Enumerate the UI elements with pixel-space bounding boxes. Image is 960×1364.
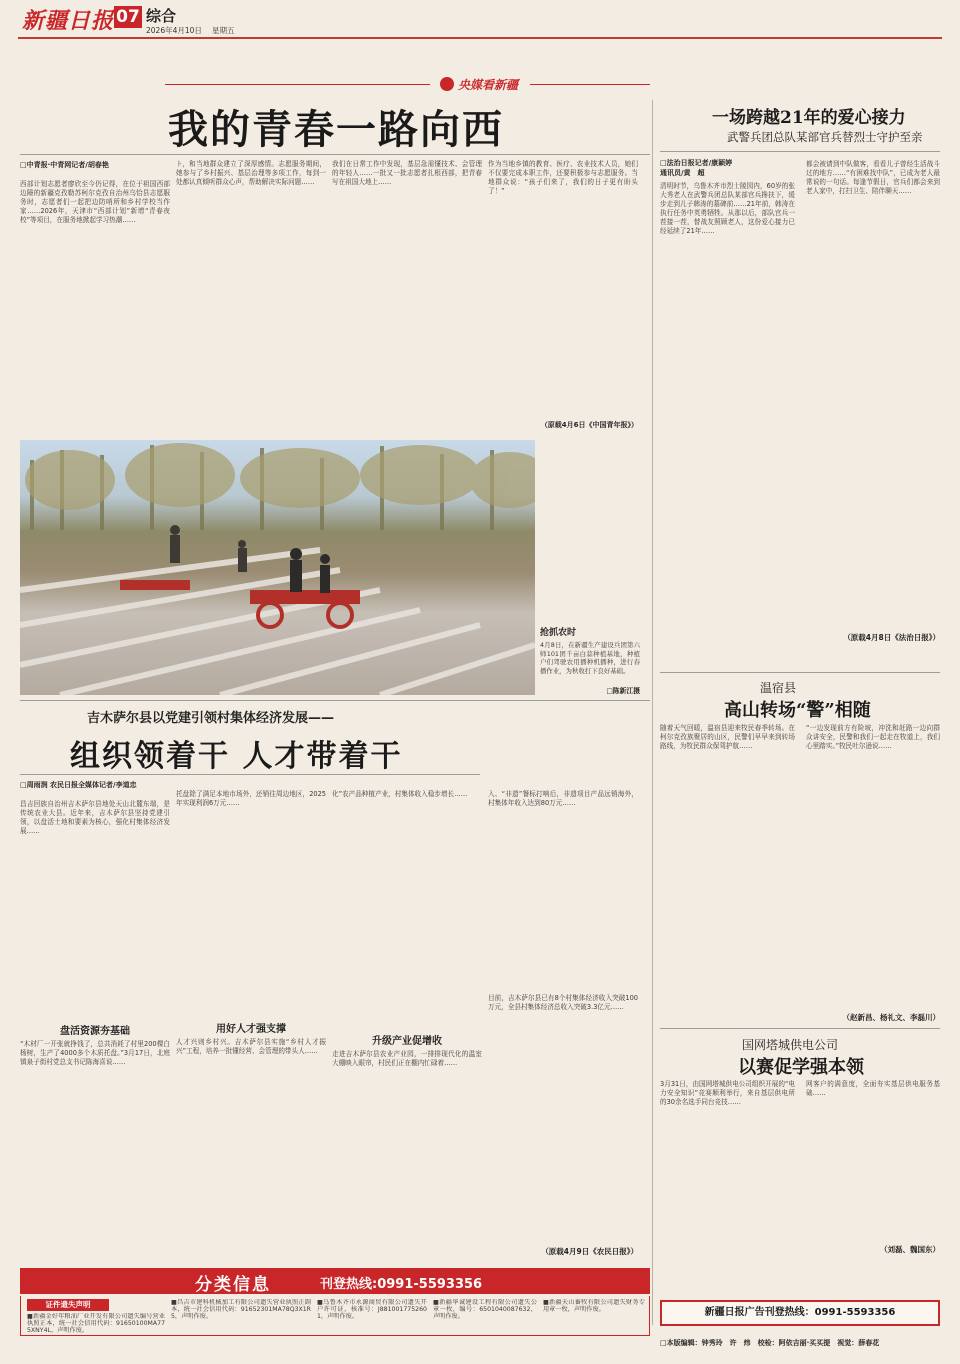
article2-col2: 都会被请到中队做客，看看儿子曾经生活战斗过的地方……“有困难找中队”，已成为老人最常说的一句话。每逢节假日，官兵们都会来到老人家中，打扫卫生、陪伴聊天…… — [806, 160, 940, 196]
article1-col4: 作为当地乡镇的教育、医疗、农业技术人员，她们不仅要完成本职工作，还要积极参与志愿服务。当地群众说：“孩子们来了，我们的日子更有盼头了！” — [488, 160, 638, 196]
classifieds-header — [20, 1268, 650, 1294]
classified-4: ■新疆华诚建设工程有限公司遗失公章一枚，编号：6501040087632，声明作废。 — [433, 1299, 537, 1320]
article4-rule — [660, 672, 940, 673]
section-name: 综合 — [146, 7, 177, 25]
article4-col1: 随着天气回暖，温宿县迎来牧民春季转场。在柯尔克孜族聚居的山区，民警们早早来到转场路线，为牧民群众保驾护航…… — [660, 724, 795, 751]
page-number: 07 — [114, 6, 142, 28]
article3-col3b: 走进吉木萨尔县农业产业园，一排排现代化的温室大棚映入眼帘，村民们正在棚内忙碌着…… — [332, 1050, 482, 1068]
banner-icon — [440, 77, 454, 91]
article3-rule — [20, 774, 480, 775]
lost-notice-title: 证件遗失声明 — [27, 1299, 109, 1311]
article3-col1b: “木材厂一开张就挣钱了，总共消耗了村里200棵白杨树，生产了4000多个木质托盘。”3月17日，北庭镇泉子街村党总支书记陈海喜说…… — [20, 1040, 170, 1067]
article3-top-rule — [20, 700, 650, 701]
article3-col3: 化”农产品种植产业，村集体收入稳步增长…… — [332, 790, 468, 798]
article4-col2: “一边发现前方有险坡，冲洗和赶路一边向群众讲安全，民警和我们一起走在牧道上，我们心里踏实。”牧民吐尔逊说…… — [806, 724, 940, 751]
photo-caption-title: 抢抓农时 — [540, 628, 577, 638]
article2-subtitle: 武警兵团总队某部官兵替烈士守护至亲 — [727, 130, 923, 144]
article1-col2: ト，和当地群众建立了深厚感情。志愿服务期间，她参与了乡村振兴、基层治理等多项工作，每到一处都认真倾听群众心声，帮助解决实际问题…… — [176, 160, 326, 187]
article3-col1: 昌吉回族自治州吉木萨尔县地处天山北麓东端，是传统农业大县。近年来，吉木萨尔县坚持党建引领，以盘活土地和要素为核心，强化村集体经济发展…… — [20, 800, 170, 836]
photo-caption — [540, 625, 640, 695]
article2-byline: □法治日报记者/康颖婷 通讯员/黄 超 — [660, 159, 733, 177]
photo-caption-credit: □陈新江摄 — [606, 687, 640, 695]
article4-kicker: 温宿县 — [760, 681, 797, 695]
article2-title: 一场跨越21年的爱心接力 — [712, 108, 906, 128]
article5-col1: 3月31日，由国网塔城供电公司组织开展的“电力安全知识”竞赛顺利举行，来自基层供电所的30余名选手同台竞技…… — [660, 1080, 795, 1107]
classified-2: ■昌吉市建科机械加工有限公司遗失营业执照正副本，统一社会信用代码：91652301MA78Q3X1R5，声明作废。 — [171, 1299, 311, 1320]
article5-credit: （刘磊、魏国东） — [880, 1245, 940, 1254]
classifieds-hotline: 刊登热线:0991-5593356 — [320, 1277, 483, 1292]
footer-ad-text: 新疆日报广告刊登热线：0991-5593356 — [704, 1307, 896, 1318]
article5-kicker: 国网塔城供电公司 — [742, 1038, 839, 1052]
article3-byline: □周雨润 农民日报全媒体记者/李道忠 — [20, 781, 137, 789]
article4-credit: （赵新昌、杨礼文、李磊川） — [842, 1013, 940, 1022]
banner-label: 央媒看新疆 — [458, 78, 519, 92]
article3-subhead-2: 用好人才强支撑 — [216, 1024, 286, 1035]
article3-title: 组织领着干 人才带着干 — [70, 739, 403, 774]
banner-line-left — [165, 84, 430, 85]
article1-source: （原载4月6日《中国青年报》） — [540, 421, 638, 429]
article1-rule — [20, 154, 650, 155]
article2-rule — [660, 151, 940, 152]
masthead-logo: 新疆日报 — [22, 8, 115, 34]
classified-3: ■乌鲁木齐市永源商贸有限公司遗失开户许可证，核准号：J8810017752601，声明作废。 — [317, 1299, 427, 1320]
issue-date: 2026年4月10日 — [146, 26, 202, 35]
article3-source: （原载4月9日《农民日报》） — [541, 1247, 638, 1256]
article5-col2: 网客户的满意度，全面夯实基层供电服务基础…… — [806, 1080, 940, 1098]
article3-subhead-1: 盘活资源夯基础 — [60, 1026, 130, 1037]
article2-col1: 清明时节，乌鲁木齐市烈士陵园内，60岁的张大秀老人在武警兵团总队某部官兵搀扶下，缓步走到儿子韩涛的墓碑前……21年前，韩涛在执行任务中英勇牺牲。从那以后，部队官兵一茬接一茬，替战友照顾老人，这份爱心接力已经延续了21年…… — [660, 182, 795, 236]
article3-col2b: 人才兴则乡村兴。吉木萨尔县实施“乡村人才振兴”工程，培养一批懂经营、会管理的带头人…… — [176, 1038, 326, 1056]
classified-5: ■新疆天山畜牧有限公司遗失财务专用章一枚，声明作废。 — [543, 1299, 645, 1313]
article2-source: （原载4月8日《法治日报》） — [843, 633, 940, 642]
article4-title: 高山转场“警”相随 — [724, 700, 871, 721]
editors-line: □本版编辑：钟秀玲 许 炜 校检：阿依吉丽·买买提 视觉：薛春花 — [660, 1339, 880, 1347]
article5-rule — [660, 1028, 940, 1029]
article5-title: 以赛促学强本领 — [738, 1057, 864, 1078]
classifieds-title: 分类信息 — [195, 1275, 271, 1295]
article1-col3: 我们在日常工作中发现，基层急需懂技术、会管理的年轻人……一批又一批志愿者扎根西部，把青春写在祖国大地上…… — [332, 160, 482, 187]
article3-col2: 托盘除了满足本地市场外，还销往周边地区，2025年实现利润6万元…… — [176, 790, 326, 808]
article3-col4b: 目前，吉木萨尔县已有8个村集体经济收入突破100万元，全县村集体经济总收入突破3.3亿元…… — [488, 994, 638, 1012]
photo-caption-body: 4月8日，在新疆生产建设兵团第六师101团千亩白蒜种植基地，种植户们驾驶农用播种机播种，进行春播作业，为秋收打下良好基础。 — [540, 641, 640, 675]
classified-1: ■新疆金好年粮油厂业开发有限公司遗失编号营业执照正本，统一社会信用代码：91650100MA775XNY4L，声明作废。 — [27, 1313, 165, 1334]
farm-photo-illustration — [20, 440, 535, 695]
article1-col1: 西部计划志愿者廖欣至今仍记得，在位于祖国西部边陲的新疆克孜勒苏柯尔克孜自治州乌恰县志愿服务时，志愿者们一起把边防哨所和乡村学校当作家……2026年，天津市“西部计划”新增“青春夜校”等项目，在服务地掀起学习热潮…… — [20, 180, 170, 225]
article3-subhead-3: 升级产业促增收 — [372, 1036, 442, 1047]
farm-photo — [20, 440, 535, 695]
footer-ad — [660, 1300, 940, 1326]
banner-line-right — [530, 84, 650, 85]
article1-title: 我的青春一路向西 — [168, 106, 504, 153]
issue-weekday: 星期五 — [212, 26, 235, 35]
masthead — [0, 0, 960, 36]
article3-col4: 入、“非遗”餐标打响后，非遗项目产品远销海外，村集体年收入达到80万元…… — [488, 790, 638, 808]
article1-byline: □中青报·中青网记者/胡春艳 — [20, 161, 109, 169]
article3-kicker: 吉木萨尔县以党建引领村集体经济发展—— — [87, 711, 335, 726]
classifieds-body — [20, 1296, 650, 1336]
masthead-rule — [18, 37, 942, 39]
right-divider — [652, 100, 653, 1325]
